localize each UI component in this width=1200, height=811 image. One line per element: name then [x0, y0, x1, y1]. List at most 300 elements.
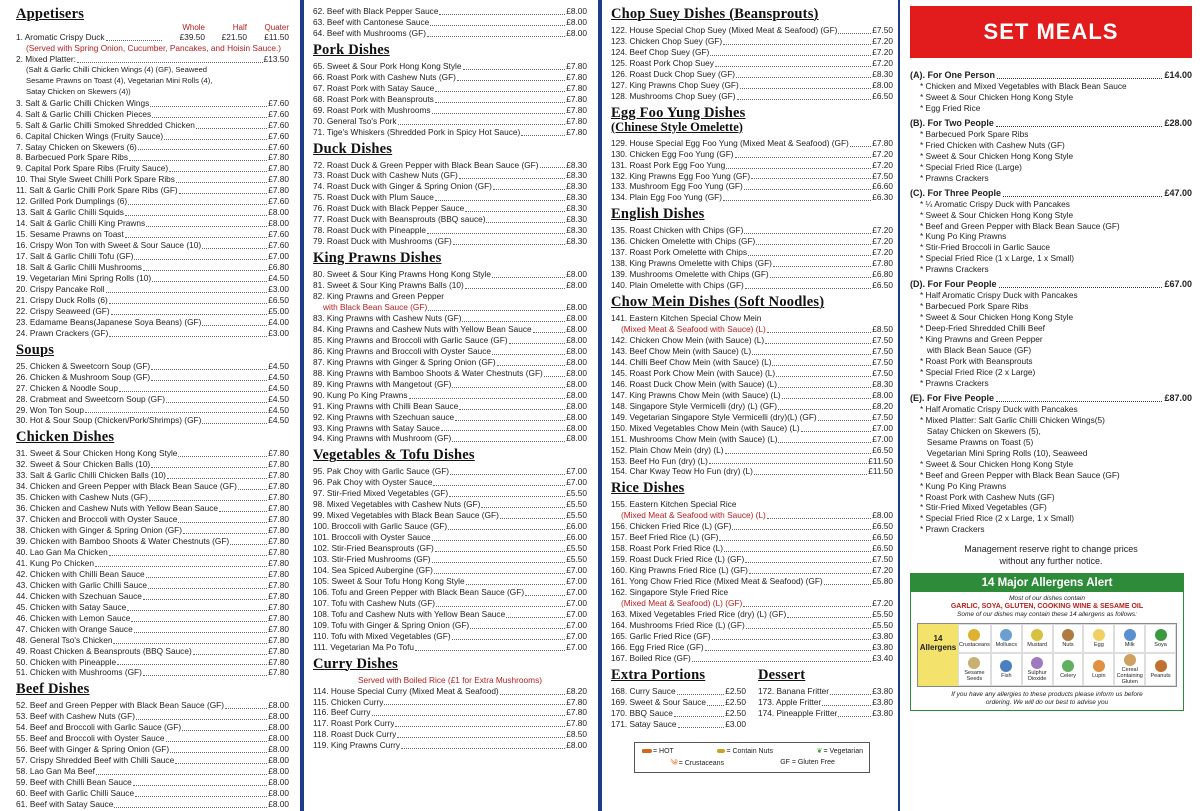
menu-item	[313, 631, 587, 642]
item-price: £7.50	[872, 367, 893, 378]
item-name: 167. Boiled Rice (GF)	[611, 652, 691, 663]
menu-item	[313, 236, 587, 247]
allergen-icon	[1062, 629, 1074, 641]
item-name: 97. Stir-Fried Mixed Vegetables (GF)	[313, 488, 449, 499]
menu-item	[16, 328, 289, 339]
item-name: 60. Beef with Garlic Chilli Sauce	[16, 788, 135, 799]
item-name: 73. Roast Duck with Cashew Nuts (GF)	[313, 170, 458, 181]
menu-item	[313, 521, 587, 532]
item-name: 151. Mushrooms Chow Mein (with Sauce) (L)	[611, 433, 778, 444]
item-name: 141. Eastern Kitchen Special Chow Mein	[611, 313, 762, 324]
legend-veg: = Vegetarian	[823, 747, 863, 755]
item-price: £7.50	[872, 335, 893, 346]
item-price: £6.50	[872, 521, 893, 532]
menu-item	[313, 324, 587, 335]
item-price: £8.00	[872, 389, 893, 400]
item-name: 118. Roast Duck Curry	[313, 729, 397, 740]
menu-item	[16, 372, 289, 383]
item-name: 95. Pak Choy with Garlic Sauce (GF)	[313, 466, 450, 477]
menu-item	[611, 390, 893, 401]
item-name: 91. King Prawns with Chilli Bean Sauce	[313, 400, 459, 411]
item-name: 13. Salt & Garlic Chilli Squids	[16, 207, 124, 218]
legend-nuts: = Contain Nuts	[726, 747, 773, 755]
chowmein-list	[611, 313, 893, 477]
item-name: 72. Roast Duck & Green Pepper with Black Bean Sauce (GF)	[313, 159, 539, 170]
column-divider	[598, 0, 602, 811]
menu-item	[611, 587, 893, 598]
item-price: £7.00	[872, 422, 893, 433]
allergen-footer: If you have any allergies to these products please inform us before	[951, 691, 1143, 699]
item-name: 98. Mixed Vegetables with Cashew Nuts (GF)	[313, 499, 481, 510]
set-meal-item: * Barbecued Pork Spare Ribs	[920, 128, 1029, 139]
set-meal-item: * Prawns Crackers	[920, 377, 989, 388]
item-price: £7.80	[268, 667, 289, 678]
menu-item	[313, 105, 587, 116]
menu-item	[16, 54, 289, 65]
set-meal-item: * Sweet & Sour Chicken Hong Kong Style	[920, 458, 1074, 469]
menu-item	[611, 138, 893, 149]
item-price: £7.80	[268, 163, 289, 174]
set-meal-item: * Special Fried Rice (Large)	[920, 161, 1022, 172]
item-price: £8.00	[566, 280, 587, 291]
menu-item	[611, 576, 893, 587]
item-price: £6.50	[268, 294, 289, 305]
menu-item	[611, 719, 746, 730]
item-name: 21. Crispy Duck Rolls (6)	[16, 294, 108, 305]
item-name: 49. Roast Chicken & Beansprouts (BBQ Sauce)	[16, 645, 192, 656]
item-name: 19. Vegetarian Mini Spring Rolls (10)	[16, 272, 152, 283]
item-price: £4.50	[268, 404, 289, 415]
allergen-cell: Sulphur Dioxide	[1022, 653, 1053, 686]
item-price: £8.00	[268, 766, 289, 777]
item-name: 101. Broccoli with Oyster Sauce	[313, 532, 431, 543]
item-name: 10. Thai Style Sweet Chilli Pork Spare Ribs	[16, 174, 175, 185]
item-price: £21.50	[221, 32, 247, 42]
item-name: 85. King Prawns and Broccoli with Garlic Sauce (GF)	[313, 334, 508, 345]
item-name: 35. Chicken with Cashew Nuts (GF)	[16, 492, 148, 503]
item-name: 165. Garlic Fried Rice (GF)	[611, 630, 711, 641]
item-price: £7.20	[872, 565, 893, 576]
allergen-icon	[1031, 657, 1043, 669]
item-name: 70. General Tso's Pork	[313, 115, 397, 126]
menu-item	[313, 17, 587, 28]
menu-item	[611, 708, 746, 719]
section-title: Dessert	[758, 666, 806, 683]
item-note: (Served with Spring Onion, Cucumber, Pancakes, and Hoisin Sauce.)	[26, 42, 282, 53]
menu-item	[611, 456, 893, 467]
menu-item	[16, 569, 289, 580]
item-name: 137. Roast Pork Omelette with Chips	[611, 247, 748, 258]
section-title: Beef Dishes	[16, 681, 90, 698]
menu-item	[313, 598, 587, 609]
item-name: 128. Mushrooms Chop Suey (GF)	[611, 90, 736, 101]
legend	[634, 742, 870, 773]
item-name: 152. Plain Chow Mein (dry) (L)	[611, 444, 724, 455]
item-name: 134. Plain Egg Foo Yung (GF)	[611, 192, 722, 203]
menu-item	[313, 477, 587, 488]
item-name: 173. Apple Fritter	[758, 696, 822, 707]
shrimp-icon: ༄	[670, 757, 678, 767]
item-price: £6.80	[872, 269, 893, 280]
item-name: 170. BBQ Sauce	[611, 707, 673, 718]
item-name: 159. Roast Duck Fried Rice (L) (GF)	[611, 554, 745, 565]
appetisers-list	[16, 98, 289, 339]
item-name: 26. Chicken & Mushroom Soup (GF)	[16, 371, 151, 382]
item-price: £6.50	[872, 280, 893, 291]
item-price: £8.30	[566, 214, 587, 225]
menu-item	[313, 543, 587, 554]
item-price: £7.20	[872, 46, 893, 57]
menu-item	[16, 229, 289, 240]
item-name: 148. Singapore Style Vermicelli (dry) (L) (GF)	[611, 400, 777, 411]
item-price: £8.00	[268, 218, 289, 229]
item-price: £8.30	[566, 181, 587, 192]
item-price: £7.80	[872, 137, 893, 148]
set-meal-header: (C). For Three People £47.00	[910, 187, 1192, 198]
set-meal-item: * Prawns Crackers	[920, 264, 989, 275]
item-name: 28. Crabmeat and Sweetcorn Soup (GF)	[16, 393, 165, 404]
menu-item	[16, 295, 289, 306]
item-name: 9. Capital Pork Spare Ribs (Fruity Sauce)	[16, 163, 169, 174]
item-name: 71. Tige's Whiskers (Shredded Pork in Spicy Hot Sauce)	[313, 126, 521, 137]
set-meal-item: Satay Chicken on Skewers (5),	[920, 425, 1041, 436]
set-meal-item: * Egg Fried Rice	[920, 102, 981, 113]
item-name: 78. Roast Duck with Pineapple	[313, 225, 426, 236]
item-name: 140. Plain Omelette with Chips (GF)	[611, 280, 744, 291]
menu-item	[313, 192, 587, 203]
menu-item	[313, 302, 587, 313]
item-name: 117. Roast Pork Curry	[313, 718, 395, 729]
chopsuey-list	[611, 25, 893, 102]
item-name: 149. Vegetarian Singapore Style Vermicelli (dry)(L) (GF)	[611, 411, 817, 422]
item-name: 163. Mixed Vegetables Fried Rice (dry) (L) (GF)	[611, 608, 787, 619]
allergen-footer: ordering. We will do our best to advise you	[985, 699, 1109, 707]
item-name: 160. King Prawns Fried Rice (L) (GF)	[611, 565, 748, 576]
item-price: £8.00	[566, 302, 587, 313]
item-price: £7.80	[268, 525, 289, 536]
item-price: £7.50	[872, 356, 893, 367]
allergen-cell: Lupin	[1083, 653, 1114, 686]
section-subtitle: (Chinese Style Omelette)	[611, 119, 743, 134]
item-price: £8.00	[268, 733, 289, 744]
menu-item	[313, 28, 587, 39]
menu-item	[611, 620, 893, 631]
item-price: £7.80	[566, 115, 587, 126]
kingprawn-list	[313, 269, 587, 444]
item-name: 87. King Prawns with Ginger & Spring Onion (GF)	[313, 356, 496, 367]
set-meal-item: * Special Fried Rice (2 x Large, 1 x Small)	[920, 513, 1075, 524]
item-price: £8.00	[566, 389, 587, 400]
set-meal-item: * Sweet & Sour Chicken Hong Kong Style	[920, 312, 1074, 323]
allergen-cell: Fish	[991, 653, 1022, 686]
allergen-text: GARLIC, SOYA, GLUTEN, COOKING WINE & SESAME OIL	[950, 603, 1144, 611]
menu-item	[16, 536, 289, 547]
section-title: Chop Suey Dishes (Beansprouts)	[611, 6, 819, 22]
section-title: Rice Dishes	[611, 480, 685, 497]
menu-item	[611, 171, 893, 182]
item-price: £8.50	[566, 729, 587, 740]
column-divider	[898, 0, 900, 811]
header-whole: Whole	[182, 23, 205, 32]
item-name: 135. Roast Chicken with Chips (GF)	[611, 225, 744, 236]
menu-item	[611, 434, 893, 445]
menu-item	[16, 207, 289, 218]
section-title: Soups	[16, 341, 55, 358]
item-name: 142. Chicken Chow Mein (with Sauce) (L)	[611, 335, 765, 346]
menu-item	[611, 160, 893, 171]
item-name: 47. Chicken with Orange Sauce	[16, 623, 133, 634]
item-note: Satay Chicken on Skewers (4))	[26, 86, 131, 96]
item-price: £7.80	[268, 459, 289, 470]
menu-item	[313, 718, 587, 729]
item-price: £6.30	[872, 192, 893, 203]
item-price: £8.00	[566, 740, 587, 751]
item-name: 138. King Prawns Omelette with Chips (GF)	[611, 258, 772, 269]
item-name: 57. Crispy Shredded Beef with Chilli Sauce	[16, 755, 175, 766]
menu-item	[611, 631, 893, 642]
item-price: £7.80	[566, 71, 587, 82]
set-meal-item: * Half Aromatic Crispy Duck with Pancakes	[920, 290, 1078, 301]
item-name: 103. Stir-Fried Mushrooms (GF)	[313, 554, 431, 565]
item-name: 2. Mixed Platter:	[16, 53, 76, 64]
menu-item	[611, 269, 893, 280]
set-meal-item: with Black Bean Sauce (GF)	[920, 345, 1032, 356]
item-price: £7.50	[872, 170, 893, 181]
allergen-icon	[1000, 660, 1012, 672]
item-price: £7.80	[566, 104, 587, 115]
english-list	[611, 225, 893, 291]
menu-item	[611, 423, 893, 434]
item-price: £7.60	[268, 108, 289, 119]
menu-item	[16, 470, 289, 481]
menu-item	[16, 788, 289, 799]
item-price: £8.00	[268, 700, 289, 711]
item-price: £7.80	[566, 82, 587, 93]
item-name: 76. Roast Duck with Black Pepper Sauce	[313, 203, 465, 214]
item-price: £8.00	[566, 367, 587, 378]
allergen-cells	[958, 624, 1176, 686]
item-name: 164. Mushrooms Fried Rice (L) (GF)	[611, 619, 745, 630]
item-name: 52. Beef and Green Pepper with Black Bean Sauce (GF)	[16, 700, 224, 711]
item-price: £2.50	[725, 707, 746, 718]
item-price: £8.00	[872, 510, 893, 521]
notice	[910, 543, 1192, 567]
nut-icon	[717, 749, 725, 753]
menu-item	[16, 394, 289, 405]
item-price: £7.80	[268, 601, 289, 612]
item-price: £4.50	[268, 393, 289, 404]
menu-item	[611, 653, 893, 664]
header-quarter: Quater	[264, 23, 289, 32]
allergen-icon	[1124, 654, 1136, 666]
item-name: 63. Beef with Cantonese Sauce	[313, 16, 430, 27]
item-price: £8.50	[872, 324, 893, 335]
item-price: £4.50	[268, 382, 289, 393]
soups-list	[16, 361, 289, 427]
menu-item	[313, 620, 587, 631]
menu-item	[16, 32, 289, 43]
allergen-cell: Soya	[1145, 624, 1176, 653]
menu-item	[313, 707, 587, 718]
item-name: 43. Chicken with Garlic Chilli Sauce	[16, 579, 147, 590]
item-name: 174. Pineapple Fritter	[758, 707, 838, 718]
item-name: 158. Roast Pork Fried Rice (L)	[611, 543, 724, 554]
column-4	[910, 6, 1192, 811]
item-price: £7.80	[268, 656, 289, 667]
allergen-cell: Mustard	[1022, 624, 1053, 653]
item-price: £6.50	[872, 532, 893, 543]
column-3	[611, 6, 893, 811]
set-meal-item: Vegetarian Mini Spring Rolls (10), Seaweed	[920, 447, 1088, 458]
menu-item	[16, 273, 289, 284]
item-name: 123. Chicken Chop Suey (GF)	[611, 35, 723, 46]
menu-item	[313, 532, 587, 543]
set-meal-item: * Half Aromatic Crispy Duck with Pancakes	[920, 403, 1078, 414]
item-name: 29. Won Ton Soup	[16, 404, 84, 415]
item-price: £7.80	[566, 718, 587, 729]
allergen-icon	[968, 657, 980, 669]
item-price: £8.30	[566, 236, 587, 247]
menu-item	[16, 163, 289, 174]
menu-item	[16, 98, 289, 109]
set-meal-item: * Kung Po King Prawns	[920, 231, 1007, 242]
menu-item	[611, 686, 746, 697]
item-name: 107. Tofu with Cashew Nuts (GF)	[313, 597, 436, 608]
dessert-list	[758, 686, 893, 719]
item-price: £8.00	[566, 334, 587, 345]
menu-item	[16, 448, 289, 459]
menu-item	[313, 554, 587, 565]
menu-item	[611, 247, 893, 258]
menu-item	[313, 401, 587, 412]
menu-item	[611, 642, 893, 653]
menu-item	[313, 423, 587, 434]
allergen-icon	[1031, 629, 1043, 641]
menu-item	[611, 313, 893, 324]
item-price: £7.00	[268, 251, 289, 262]
item-name: 105. Sweet & Sour Tofu Hong Kong Style	[313, 575, 465, 586]
menu-item	[16, 120, 289, 131]
item-name: 69. Roast Pork with Mushrooms	[313, 104, 431, 115]
menu-item	[313, 510, 587, 521]
item-price: £8.00	[566, 16, 587, 27]
item-name: 133. Mushroom Egg Foo Yung (GF)	[611, 181, 743, 192]
menu-item	[313, 729, 587, 740]
item-name: 16. Crispy Won Ton with Sweet & Sour Sauce (10)	[16, 240, 202, 251]
item-name: 115. Chicken Curry	[313, 696, 384, 707]
menu-item	[611, 225, 893, 236]
duck-list	[313, 160, 587, 248]
item-price: £8.00	[566, 411, 587, 422]
menu-item	[758, 697, 893, 708]
item-name: 169. Sweet & Sour Sauce	[611, 696, 707, 707]
menu-item	[611, 25, 893, 36]
menu-item	[313, 61, 587, 72]
menu-item	[16, 799, 289, 810]
item-price: £7.20	[872, 247, 893, 258]
leaf-icon: ❦	[816, 747, 823, 755]
set-meal-item: * Special Fried Rice (2 x Large)	[920, 366, 1036, 377]
item-name: 130. Chicken Egg Foo Yung (GF)	[611, 148, 734, 159]
set-meal-item: * Fried Chicken with Cashew Nuts (GF)	[920, 139, 1065, 150]
allergen-icon	[1093, 660, 1105, 672]
item-price: £8.00	[872, 79, 893, 90]
item-price: £7.00	[566, 466, 587, 477]
item-name: 168. Curry Sauce	[611, 685, 676, 696]
menu-item	[758, 686, 893, 697]
item-name: 14. Salt & Garlic Chilli King Prawns	[16, 218, 146, 229]
item-price: £7.00	[566, 608, 587, 619]
item-price: £7.80	[268, 557, 289, 568]
item-name: 143. Beef Chow Mein (with Sauce) (L)	[611, 345, 752, 356]
menu-item	[16, 777, 289, 788]
item-name: 48. General Tso's Chicken	[16, 634, 113, 645]
item-name: 126. Roast Duck Chop Suey (GF)	[611, 68, 736, 79]
item-name: 12. Grilled Pork Dumplings (6)	[16, 196, 128, 207]
menu-item	[611, 36, 893, 47]
item-price: £5.50	[872, 619, 893, 630]
menu-item	[313, 280, 587, 291]
beef-list-cont	[313, 6, 587, 39]
menu-item	[16, 722, 289, 733]
item-name: 40. Lao Gan Ma Chicken	[16, 546, 108, 557]
item-name: 59. Beef with Chilli Bean Sauce	[16, 777, 132, 788]
menu-item	[611, 47, 893, 58]
set-meal-item: * Mixed Platter: Salt Garlic Chilli Chicken Wings(5)	[920, 414, 1105, 425]
item-price: £8.00	[268, 788, 289, 799]
beef-list	[16, 700, 289, 810]
item-price: £7.80	[566, 126, 587, 137]
item-name: 3. Salt & Garlic Chilli Chicken Wings	[16, 97, 150, 108]
menu-item	[16, 109, 289, 120]
menu-item	[313, 181, 587, 192]
menu-item	[16, 657, 289, 668]
item-price: £2.50	[725, 685, 746, 696]
item-price: £4.50	[268, 360, 289, 371]
item-name: 15. Sesame Prawns on Toast	[16, 229, 124, 240]
set-meal-item: * Kung Po King Prawns	[920, 480, 1007, 491]
menu-item	[611, 91, 893, 102]
item-name: 34. Chicken and Green Pepper with Black Bean Sauce (GF)	[16, 481, 237, 492]
item-price: £8.00	[566, 345, 587, 356]
column-2	[313, 6, 587, 811]
menu-item	[611, 543, 893, 554]
menu-item	[611, 598, 893, 609]
item-price: £7.80	[268, 579, 289, 590]
item-price: £7.80	[268, 536, 289, 547]
item-price: £5.50	[566, 554, 587, 565]
item-price: £7.00	[566, 619, 587, 630]
item-name: 166. Egg Fried Rice (GF)	[611, 641, 704, 652]
menu-item	[313, 412, 587, 423]
item-name: 172. Banana Fritter	[758, 685, 830, 696]
menu-item	[16, 602, 289, 613]
menu-item	[611, 346, 893, 357]
item-price: £8.00	[566, 323, 587, 334]
item-name: 66. Roast Pork with Cashew Nuts (GF)	[313, 71, 456, 82]
item-name: 171. Satay Sauce	[611, 718, 677, 729]
section-subtitle: Served with Boiled Rice (£1 for Extra Mushrooms)	[358, 674, 542, 685]
veg-list	[313, 466, 587, 652]
item-price: £6.50	[872, 90, 893, 101]
item-price: £7.80	[268, 448, 289, 459]
item-price: £7.00	[566, 575, 587, 586]
item-name: 11. Salt & Garlic Chilli Pork Spare Ribs (GF)	[16, 185, 178, 196]
item-name: 53. Beef with Cashew Nuts (GF)	[16, 711, 135, 722]
set-meal-header: (A). For One Person £14.00	[910, 70, 1192, 80]
item-price: £7.80	[566, 707, 587, 718]
item-name: 122. House Special Chop Suey (Mixed Meat & Seafood) (GF)	[611, 25, 838, 35]
